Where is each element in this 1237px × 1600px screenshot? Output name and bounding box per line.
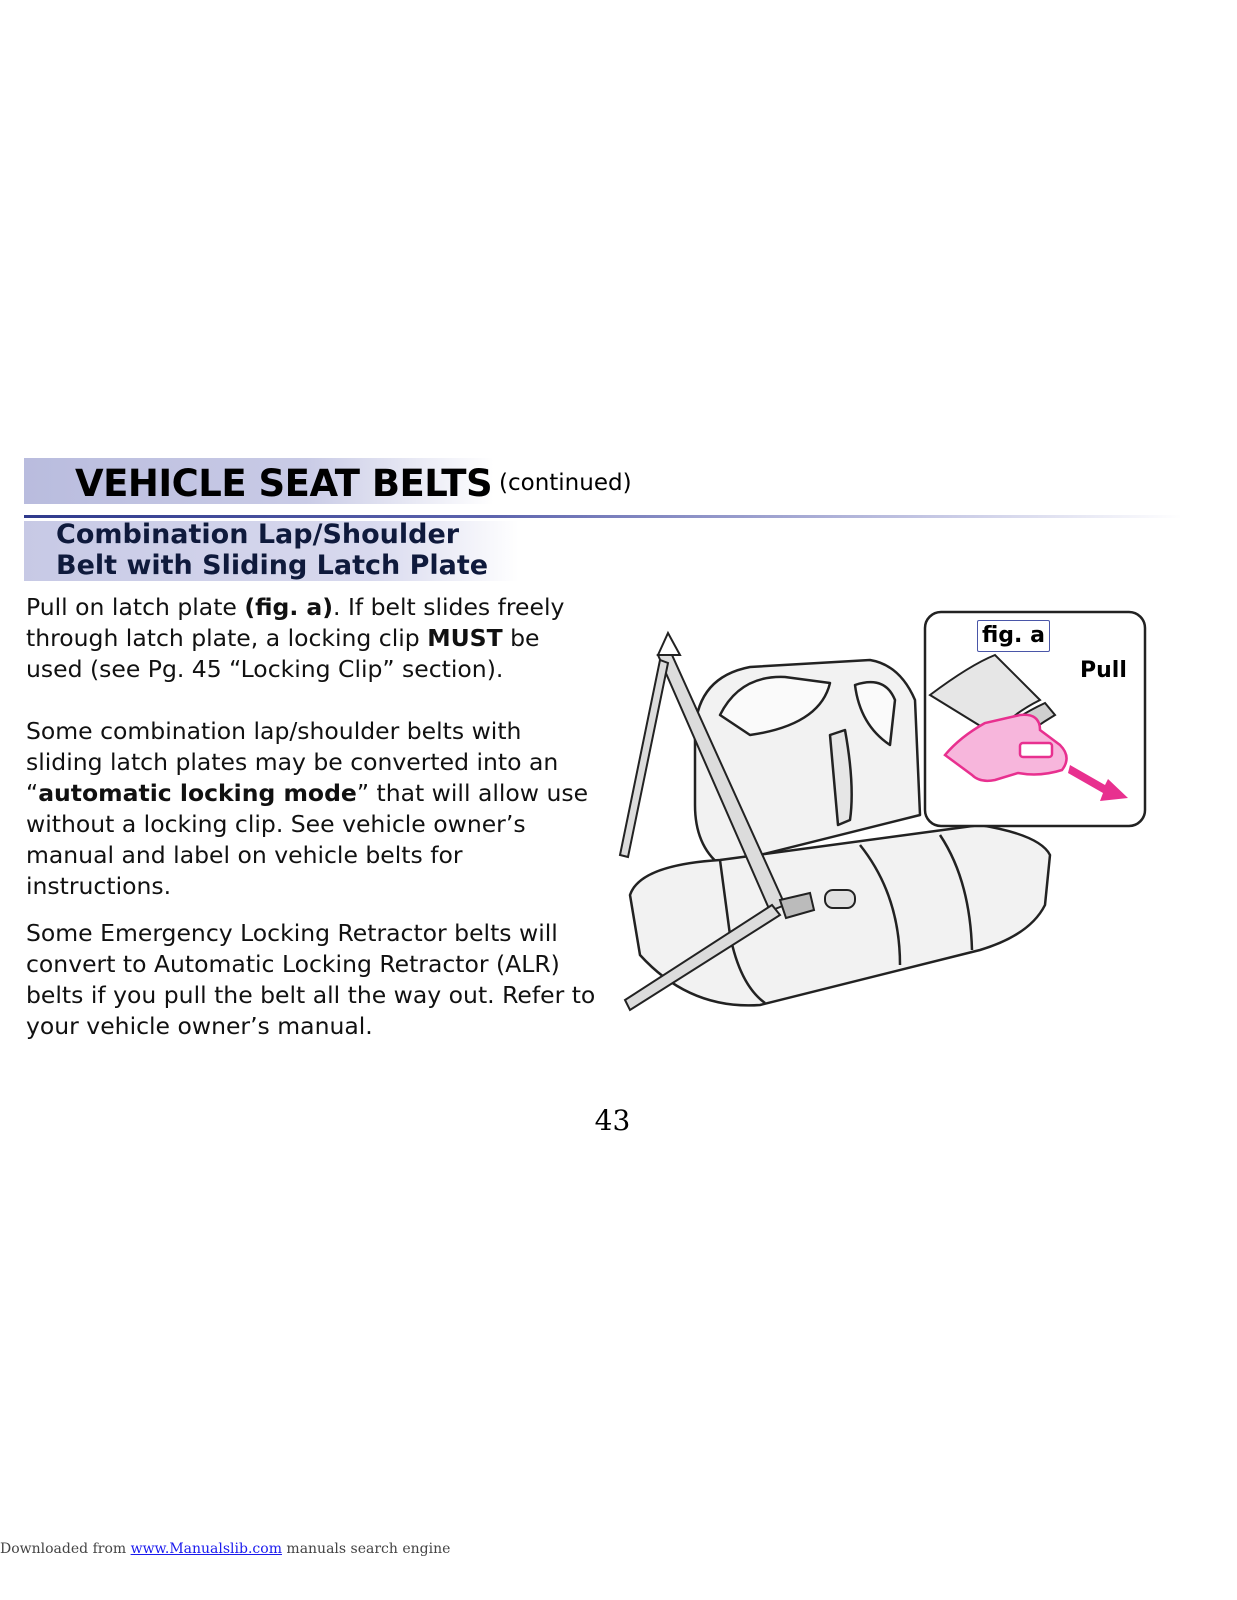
seat-belt-latch-illustration	[600, 605, 1160, 1035]
section-subtitle	[56, 519, 526, 581]
emphasis-automatic-locking-mode: automatic locking mode	[38, 779, 357, 807]
header-rule	[24, 515, 1182, 518]
text: Some combination lap/shoulder belts with sliding latch plates may be converted into an “	[26, 717, 559, 807]
footer-suffix: manuals search engine	[281, 1541, 451, 1557]
seat-cushion	[630, 825, 1050, 1005]
shoulder-belt-upper	[620, 660, 668, 857]
paragraph-alr-belts	[26, 918, 601, 1042]
figure-label: fig. a	[977, 620, 1050, 652]
paragraph-latch-plate	[26, 592, 601, 685]
subtitle-line-1: Combination Lap/Shoulder	[56, 519, 460, 550]
manualslib-link[interactable]: www.Manualslib.com	[130, 1541, 282, 1557]
text: Pull on latch plate	[26, 593, 245, 621]
buckle	[825, 890, 855, 908]
paragraph-automatic-locking	[26, 716, 601, 902]
page-number: 43	[594, 1104, 631, 1137]
subtitle-line-2: Belt with Sliding Latch Plate	[56, 550, 489, 581]
page-title: VEHICLE SEAT BELTS	[75, 462, 493, 505]
title-continued: (continued)	[499, 470, 632, 496]
text: Some Emergency Locking Retractor belts will convert to Automatic Locking Retractor (ALR) belts if you pull the belt all the way out. Refer to your vehicle owner’s manual.	[26, 919, 596, 1040]
footer	[0, 1541, 450, 1557]
fig-reference: (fig. a)	[244, 593, 334, 621]
text: ” that will allow use without a locking clip. See vehicle owner’s manual and label on vehicle belts for instructions.	[26, 779, 589, 900]
pull-label: Pull	[1080, 658, 1127, 683]
footer-prefix: Downloaded from	[0, 1541, 131, 1557]
emphasis-must: MUST	[427, 624, 503, 652]
text: . If belt slides freely through latch plate, a locking clip	[26, 593, 565, 652]
text: be used (see Pg. 45 “Locking Clip” section).	[26, 624, 540, 683]
